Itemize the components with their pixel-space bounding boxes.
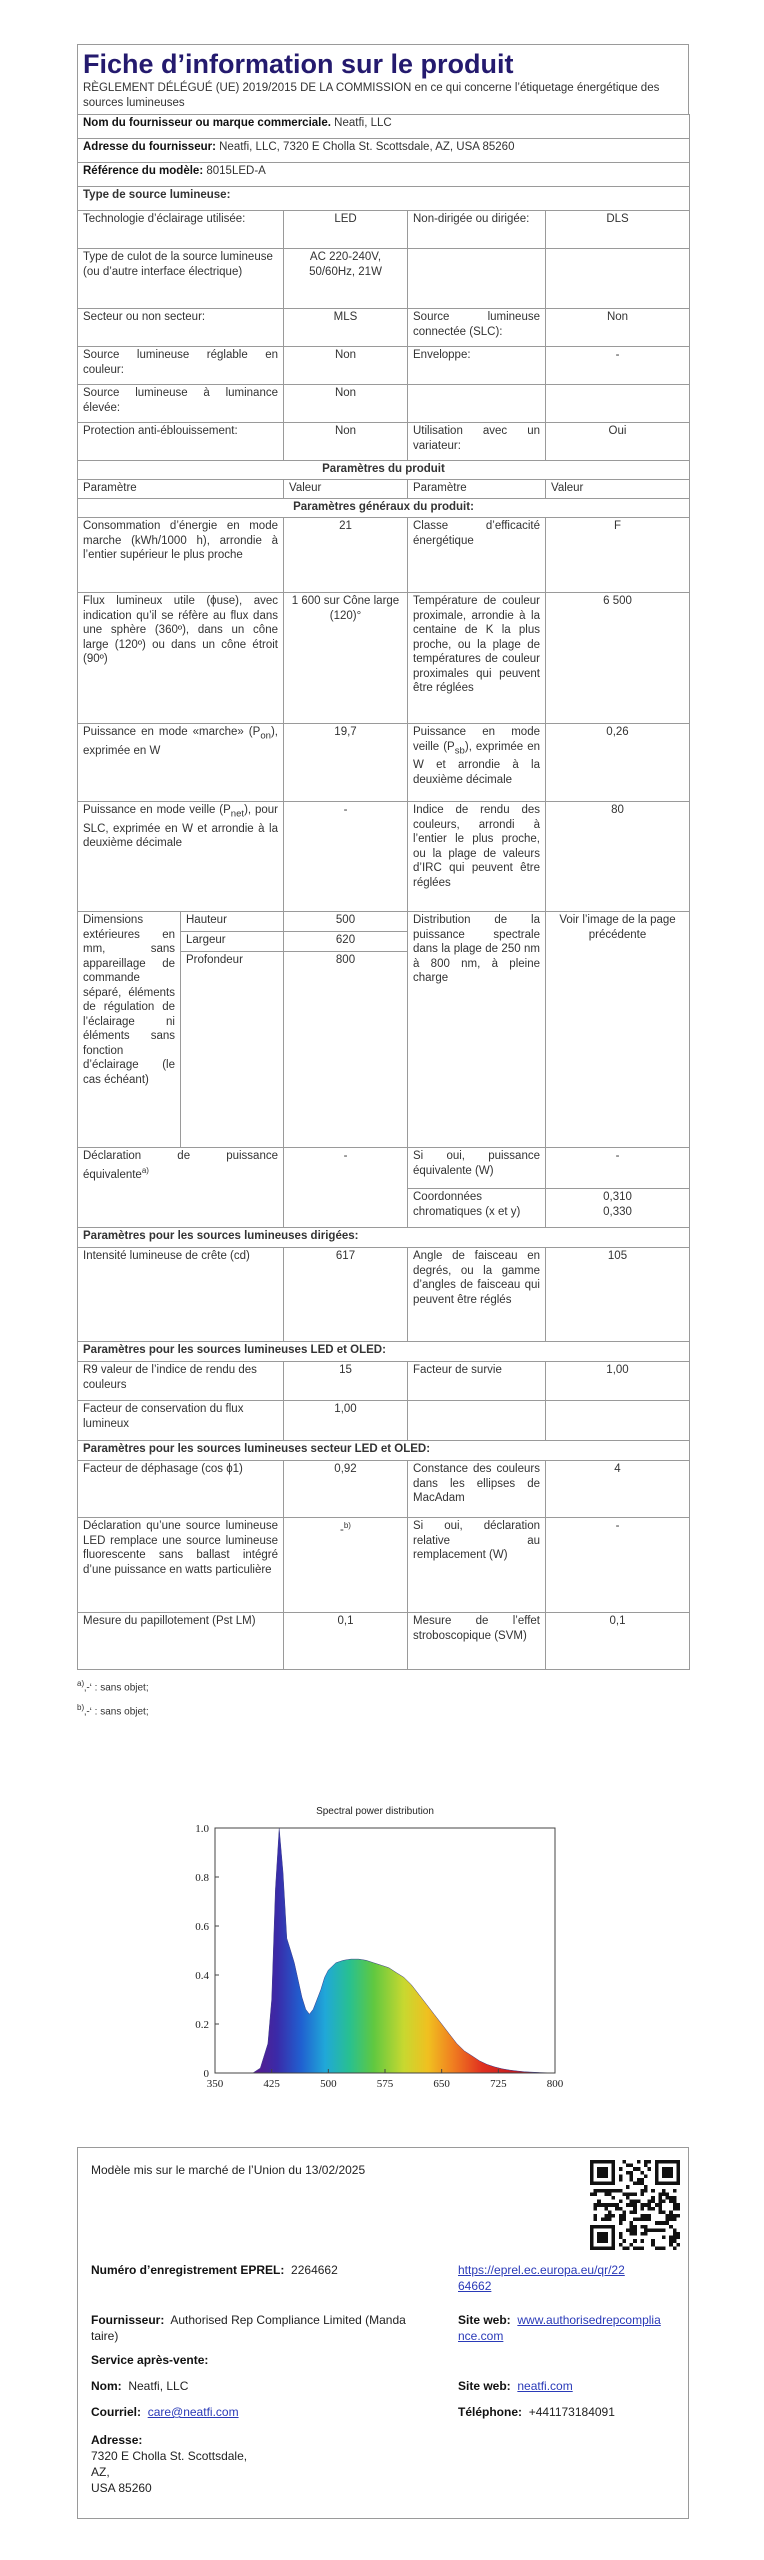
equivalent-power-value: - — [546, 1148, 690, 1189]
fiche-table — [77, 114, 690, 1670]
y-tick-label: 0.8 — [195, 1872, 209, 1884]
cct-label: Température de couleur proximale, arrondie à la centaine de K la plus proche, ou la plage de températures de couleur proximales qui peuvent être réglées — [408, 593, 546, 724]
x-tick-label: 500 — [320, 2078, 337, 2090]
dimensions-label: Dimensions extérieures en mm, sans appareillage de commande séparé, éléments de régulation de l’éclairage ni éléments sans fonction d’éclairage (le cas échéant) — [78, 912, 181, 1148]
standby-power-value: 0,26 — [546, 724, 690, 802]
after-sales-email: Courriel: care@neatfi.com — [91, 2405, 239, 2419]
mains-label: Secteur ou non secteur: — [78, 309, 284, 347]
r9-value: 15 — [284, 1362, 408, 1401]
mains-value: MLS — [284, 309, 408, 347]
antiglare-label: Protection anti-éblouissement: — [78, 423, 284, 461]
after-sales-name: Nom: Neatfi, LLC — [91, 2379, 189, 2393]
col-value-header: Valeur — [284, 480, 408, 499]
useful-flux-label: Flux lumineux utile (ϕuse), avec indication qu’il se réfère au flux dans une sphère (360º), dans un cône large (120º) ou dans un cône étroit (90º) — [78, 593, 284, 724]
spd-value: Voir l’image de la page précédente — [546, 912, 690, 1148]
depth-value: 800 — [284, 952, 408, 1148]
displacement-factor-label: Facteur de déphasage (cos ϕ1) — [78, 1461, 284, 1518]
envelope-value: - — [546, 347, 690, 385]
technology-value: LED — [284, 211, 408, 249]
high-luminance-value: Non — [284, 385, 408, 423]
qr-code-icon[interactable] — [590, 2160, 680, 2250]
footer-info-box — [77, 2147, 689, 2519]
footnote-a: $^{a)}$‚-‘ : sans objet; — [77, 1679, 149, 1694]
envelope-label: Enveloppe: — [408, 347, 546, 385]
product-params-header: Paramètres du produit — [78, 461, 690, 480]
survival-factor-value: 1,00 — [546, 1362, 690, 1401]
title-block — [77, 44, 689, 114]
fluorescent-replacement-value: -$^{b)}$ — [284, 1518, 408, 1613]
page-title: Fiche d’information sur le produit — [83, 49, 514, 79]
r9-label: R9 valeur de l’indice de rendu des couleurs — [78, 1362, 284, 1401]
empty-cell — [408, 1401, 546, 1441]
mains-led-section: Paramètres pour les sources lumineuses secteur LED et OLED: — [78, 1441, 690, 1461]
directional-label: Non-dirigée ou dirigée: — [408, 211, 546, 249]
col-value-header: Valeur — [546, 480, 690, 499]
supplier-address-row: Adresse du fournisseur: Neatfi, LLC, 7320 E Cholla St. Scottsdale, AZ, USA 85260 — [78, 139, 690, 163]
stroboscopic-value: 0,1 — [546, 1613, 690, 1670]
cri-value: 80 — [546, 802, 690, 912]
displacement-factor-value: 0,92 — [284, 1461, 408, 1518]
empty-cell — [408, 249, 546, 309]
y-tick-label: 0.4 — [195, 1970, 209, 1982]
x-tick-label: 575 — [376, 2078, 394, 2090]
qr-modules — [590, 2160, 680, 2250]
empty-cell — [546, 249, 690, 309]
eprel-link[interactable]: https://eprel.ec.europa.eu/qr/22 64662 — [458, 2263, 625, 2293]
fluorescent-replacement-label: Déclaration qu’une source lumineuse LED remplace une source lumineuse fluorescente sans ballast intégré d’une puissance en watts particulière — [78, 1518, 284, 1613]
directional-value: DLS — [546, 211, 690, 249]
width-value: 620 — [284, 932, 408, 952]
replacement-power-value: - — [546, 1518, 690, 1613]
y-tick-label: 0.6 — [195, 1921, 209, 1933]
flicker-value: 0,1 — [284, 1613, 408, 1670]
x-tick-label: 350 — [206, 2078, 224, 2090]
colour-tunable-label: Source lumineuse réglable en couleur: — [78, 347, 284, 385]
model-reference-row: Référence du modèle: 8015LED-A — [78, 163, 690, 187]
lumen-maintenance-value: 1,00 — [284, 1401, 408, 1441]
x-tick-label: 650 — [433, 2078, 450, 2090]
after-sales-website: Site web: neatfi.com — [458, 2379, 573, 2393]
beam-angle-value: 105 — [546, 1248, 690, 1342]
dimmable-label: Utilisation avec un variateur: — [408, 423, 546, 461]
dimmable-value: Oui — [546, 423, 690, 461]
depth-label: Profondeur — [181, 952, 284, 1148]
spd-label: Distribution de la puissance spectrale dans la plage de 250 nm à 800 nm, à pleine charge — [408, 912, 546, 1148]
stroboscopic-label: Mesure de l’effet stroboscopique (SVM) — [408, 1613, 546, 1670]
y-tick-label: 0 — [203, 2068, 209, 2080]
spectral-chart-svg — [155, 1800, 595, 2120]
empty-cell — [408, 385, 546, 423]
macadam-label: Constance des couleurs dans les ellipses de MacAdam — [408, 1461, 546, 1518]
width-label: Largeur — [181, 932, 284, 952]
empty-cell — [284, 1189, 408, 1228]
lumen-maintenance-label: Facteur de conservation du flux lumineux — [78, 1401, 284, 1441]
supplier-name-row: Nom du fournisseur ou marque commerciale. Neatfi, LLC — [78, 115, 690, 139]
high-luminance-label: Source lumineuse à luminance élevée: — [78, 385, 284, 423]
regulation-text: RÈGLEMENT DÉLÉGUÉ (UE) 2019/2015 DE LA COMMISSION en ce qui concerne l’étiquetage énergétique des sources lumineuses — [83, 82, 660, 109]
beam-angle-label: Angle de faisceau en degrés, ou la gamme d’angles de faisceau qui peuvent être réglés — [408, 1248, 546, 1342]
survival-factor-label: Facteur de survie — [408, 1362, 546, 1401]
chromaticity-label: Coordonnées chromatiques (x et y) — [408, 1189, 546, 1228]
energy-label: Consommation d’énergie en mode marche (kWh/1000 h), arrondie à l’entier supérieur le plus proche — [78, 518, 284, 593]
product-fiche — [77, 44, 689, 1723]
chart-title: Spectral power distribution — [316, 1806, 434, 1817]
col-param-header: Paramètre — [408, 480, 546, 499]
connected-value: Non — [546, 309, 690, 347]
net-standby-label: Puissance en mode veille $(P_{net})$, pour SLC, exprimée en W et arrondie à la deuxième décimale — [78, 802, 284, 912]
y-tick-label: 1.0 — [195, 1823, 209, 1835]
energy-value: 21 — [284, 518, 408, 593]
directional-section: Paramètres pour les sources lumineuses dirigées: — [78, 1228, 690, 1248]
qr-code-graphic — [590, 2160, 680, 2250]
on-mode-power-label: Puissance en mode «marche» $(P_{on})$, exprimée en W — [78, 724, 284, 802]
col-param-header: Paramètre — [78, 480, 284, 499]
placed-on-market-text: Modèle mis sur le marché de l’Union du 13/02/2025 — [91, 2163, 366, 2177]
empty-cell — [546, 1401, 690, 1441]
after-sales-address: Adresse: 7320 E Cholla St. Scottsdale, AZ, USA 85260 — [91, 2433, 248, 2495]
equivalent-power-claim-value: - — [284, 1148, 408, 1189]
replacement-power-label: Si oui, déclaration relative au remplacement (W) — [408, 1518, 546, 1613]
efficiency-class-value: F — [546, 518, 690, 593]
x-tick-label: 800 — [546, 2078, 564, 2090]
efficiency-class-label: Classe d’efficacité énergétique — [408, 518, 546, 593]
useful-flux-value: 1 600 sur Cône large (120)° — [284, 593, 408, 724]
net-standby-value: - — [284, 802, 408, 912]
light-source-section: Type de source lumineuse: — [78, 187, 690, 211]
after-sales-phone: Téléphone: +441173184091 — [458, 2405, 615, 2419]
technology-label: Technologie d’éclairage utilisée: — [78, 211, 284, 249]
macadam-value: 4 — [546, 1461, 690, 1518]
authorised-rep-row: Fournisseur: Authorised Rep Compliance Limited (Manda taire) — [91, 2313, 406, 2343]
on-mode-power-value: 19,7 — [284, 724, 408, 802]
cct-value: 6 500 — [546, 593, 690, 724]
spectrum-area — [253, 1828, 555, 2073]
empty-cell — [546, 385, 690, 423]
eprel-row: Numéro d’enregistrement EPREL: 2264662 — [91, 2263, 338, 2277]
flicker-label: Mesure du papillotement (Pst LM) — [78, 1613, 284, 1670]
equivalent-power-claim-label: Déclaration de puissance équivalente$^{a)}$ — [78, 1148, 284, 1189]
equivalent-power-label: Si oui, puissance équivalente (W) — [408, 1148, 546, 1189]
footnotes — [77, 1674, 689, 1723]
empty-cell — [78, 1189, 284, 1228]
cri-label: Indice de rendu des couleurs, arrondi à l’entier le plus proche, ou la plage de valeurs d’IRC qui peuvent être réglées — [408, 802, 546, 912]
general-params-header: Paramètres généraux du produit: — [78, 499, 690, 518]
height-value: 500 — [284, 912, 408, 932]
led-section: Paramètres pour les sources lumineuses LED et OLED: — [78, 1342, 690, 1362]
after-sales-heading: Service après-vente: — [91, 2353, 209, 2367]
x-tick-label: 425 — [263, 2078, 280, 2090]
connected-label: Source lumineuse connectée (SLC): — [408, 309, 546, 347]
plot-area — [195, 1823, 564, 2090]
antiglare-value: Non — [284, 423, 408, 461]
peak-intensity-value: 617 — [284, 1248, 408, 1342]
footnote-b: $^{b)}$‚-‘ : sans objet; — [77, 1703, 149, 1718]
authorised-rep-website: Site web: www.authorisedrepcomplia nce.com — [458, 2313, 661, 2343]
cap-type-value: AC 220-240V, 50/60Hz, 21W — [284, 249, 408, 309]
y-tick-label: 0.2 — [195, 2019, 209, 2031]
x-tick-label: 725 — [490, 2078, 507, 2090]
peak-intensity-label: Intensité lumineuse de crête (cd) — [78, 1248, 284, 1342]
chromaticity-value: 0,310 0,330 — [546, 1189, 690, 1228]
spectral-chart — [155, 1800, 595, 2120]
height-label: Hauteur — [181, 912, 284, 932]
colour-tunable-value: Non — [284, 347, 408, 385]
standby-power-label: Puissance en mode veille $(P_{sb})$, exprimée en W et arrondie à la deuxième décimale — [408, 724, 546, 802]
cap-type-label: Type de culot de la source lumineuse (ou d’autre interface électrique) — [78, 249, 284, 309]
